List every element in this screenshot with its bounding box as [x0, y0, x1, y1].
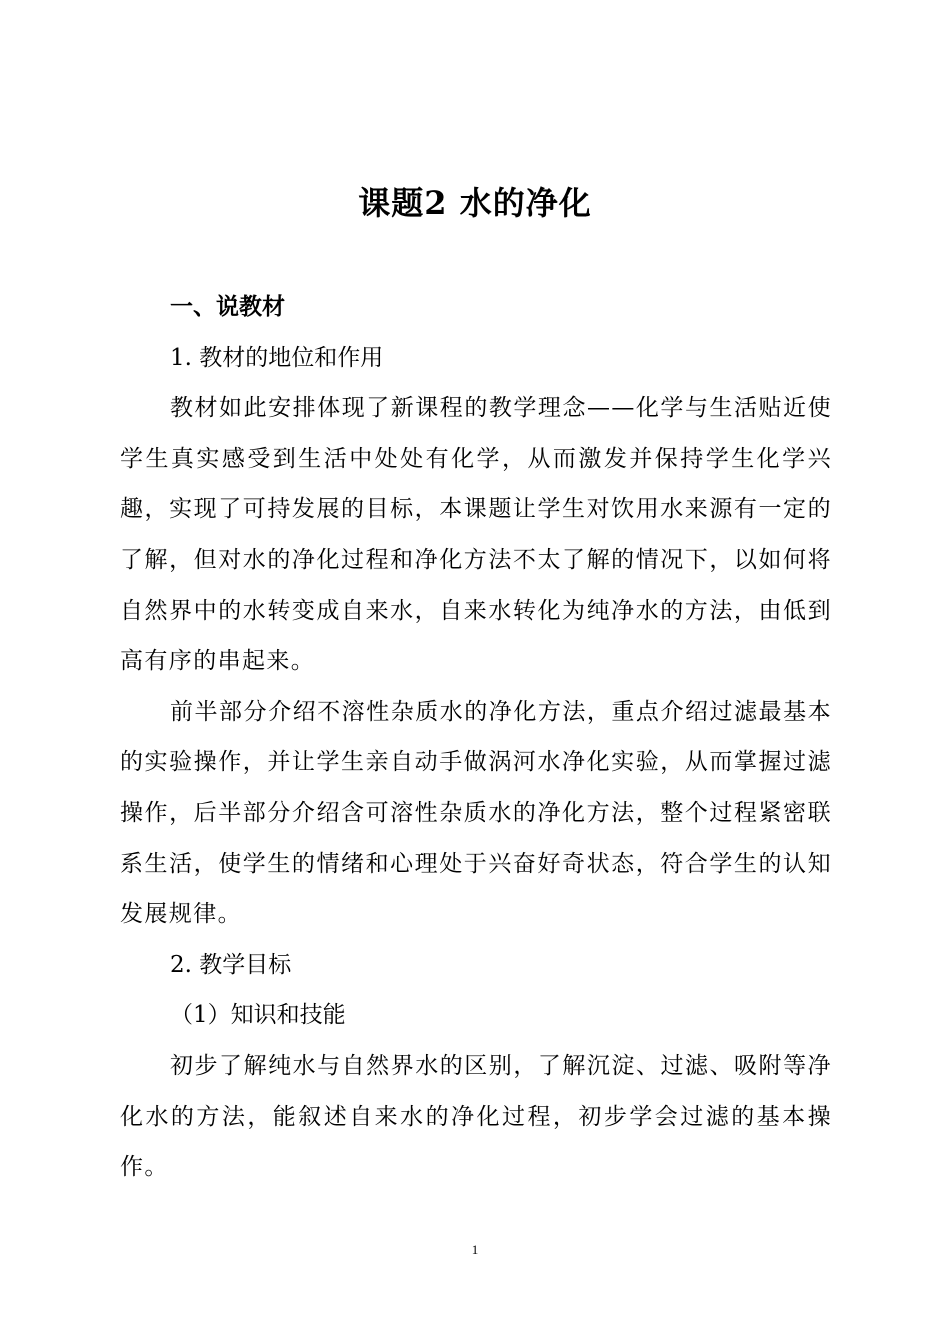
paragraph-3: 初步了解纯水与自然界水的区别，了解沉淀、过滤、吸附等净化水的方法，能叙述自来水的净化过程，初步学会过滤的基本操作。	[120, 1052, 832, 1181]
section-heading-1: 一、说教材	[170, 294, 285, 320]
subheading-1-1: 1. 教材的地位和作用	[170, 344, 384, 371]
subheading-1-2-1: （1）知识和技能	[170, 1002, 346, 1029]
subheading-1-2: 2. 教学目标	[170, 951, 292, 978]
page-title: 课题2 水的净化	[358, 184, 592, 222]
page-number: 1	[471, 1242, 479, 1257]
paragraph-2: 前半部分介绍不溶性杂质水的净化方法，重点介绍过滤最基本的实验操作，并让学生亲自动手做涡河水净化实验，从而掌握过滤操作，后半部分介绍含可溶性杂质水的净化方法，整个过程紧密联系生活，使学生的情绪和心理处于兴奋好奇状态，符合学生的认知发展规律。	[120, 698, 832, 928]
paragraph-1: 教材如此安排体现了新课程的教学理念——化学与生活贴近使学生真实感受到生活中处处有化学，从而激发并保持学生化学兴趣，实现了可持发展的目标，本课题让学生对饮用水来源有一定的了解，但对水的净化过程和净化方法不太了解的情况下，以如何将自然界中的水转变成自来水，自来水转化为纯净水的方法，由低到高有序的串起来。	[120, 395, 832, 675]
document-body	[120, 282, 832, 1193]
